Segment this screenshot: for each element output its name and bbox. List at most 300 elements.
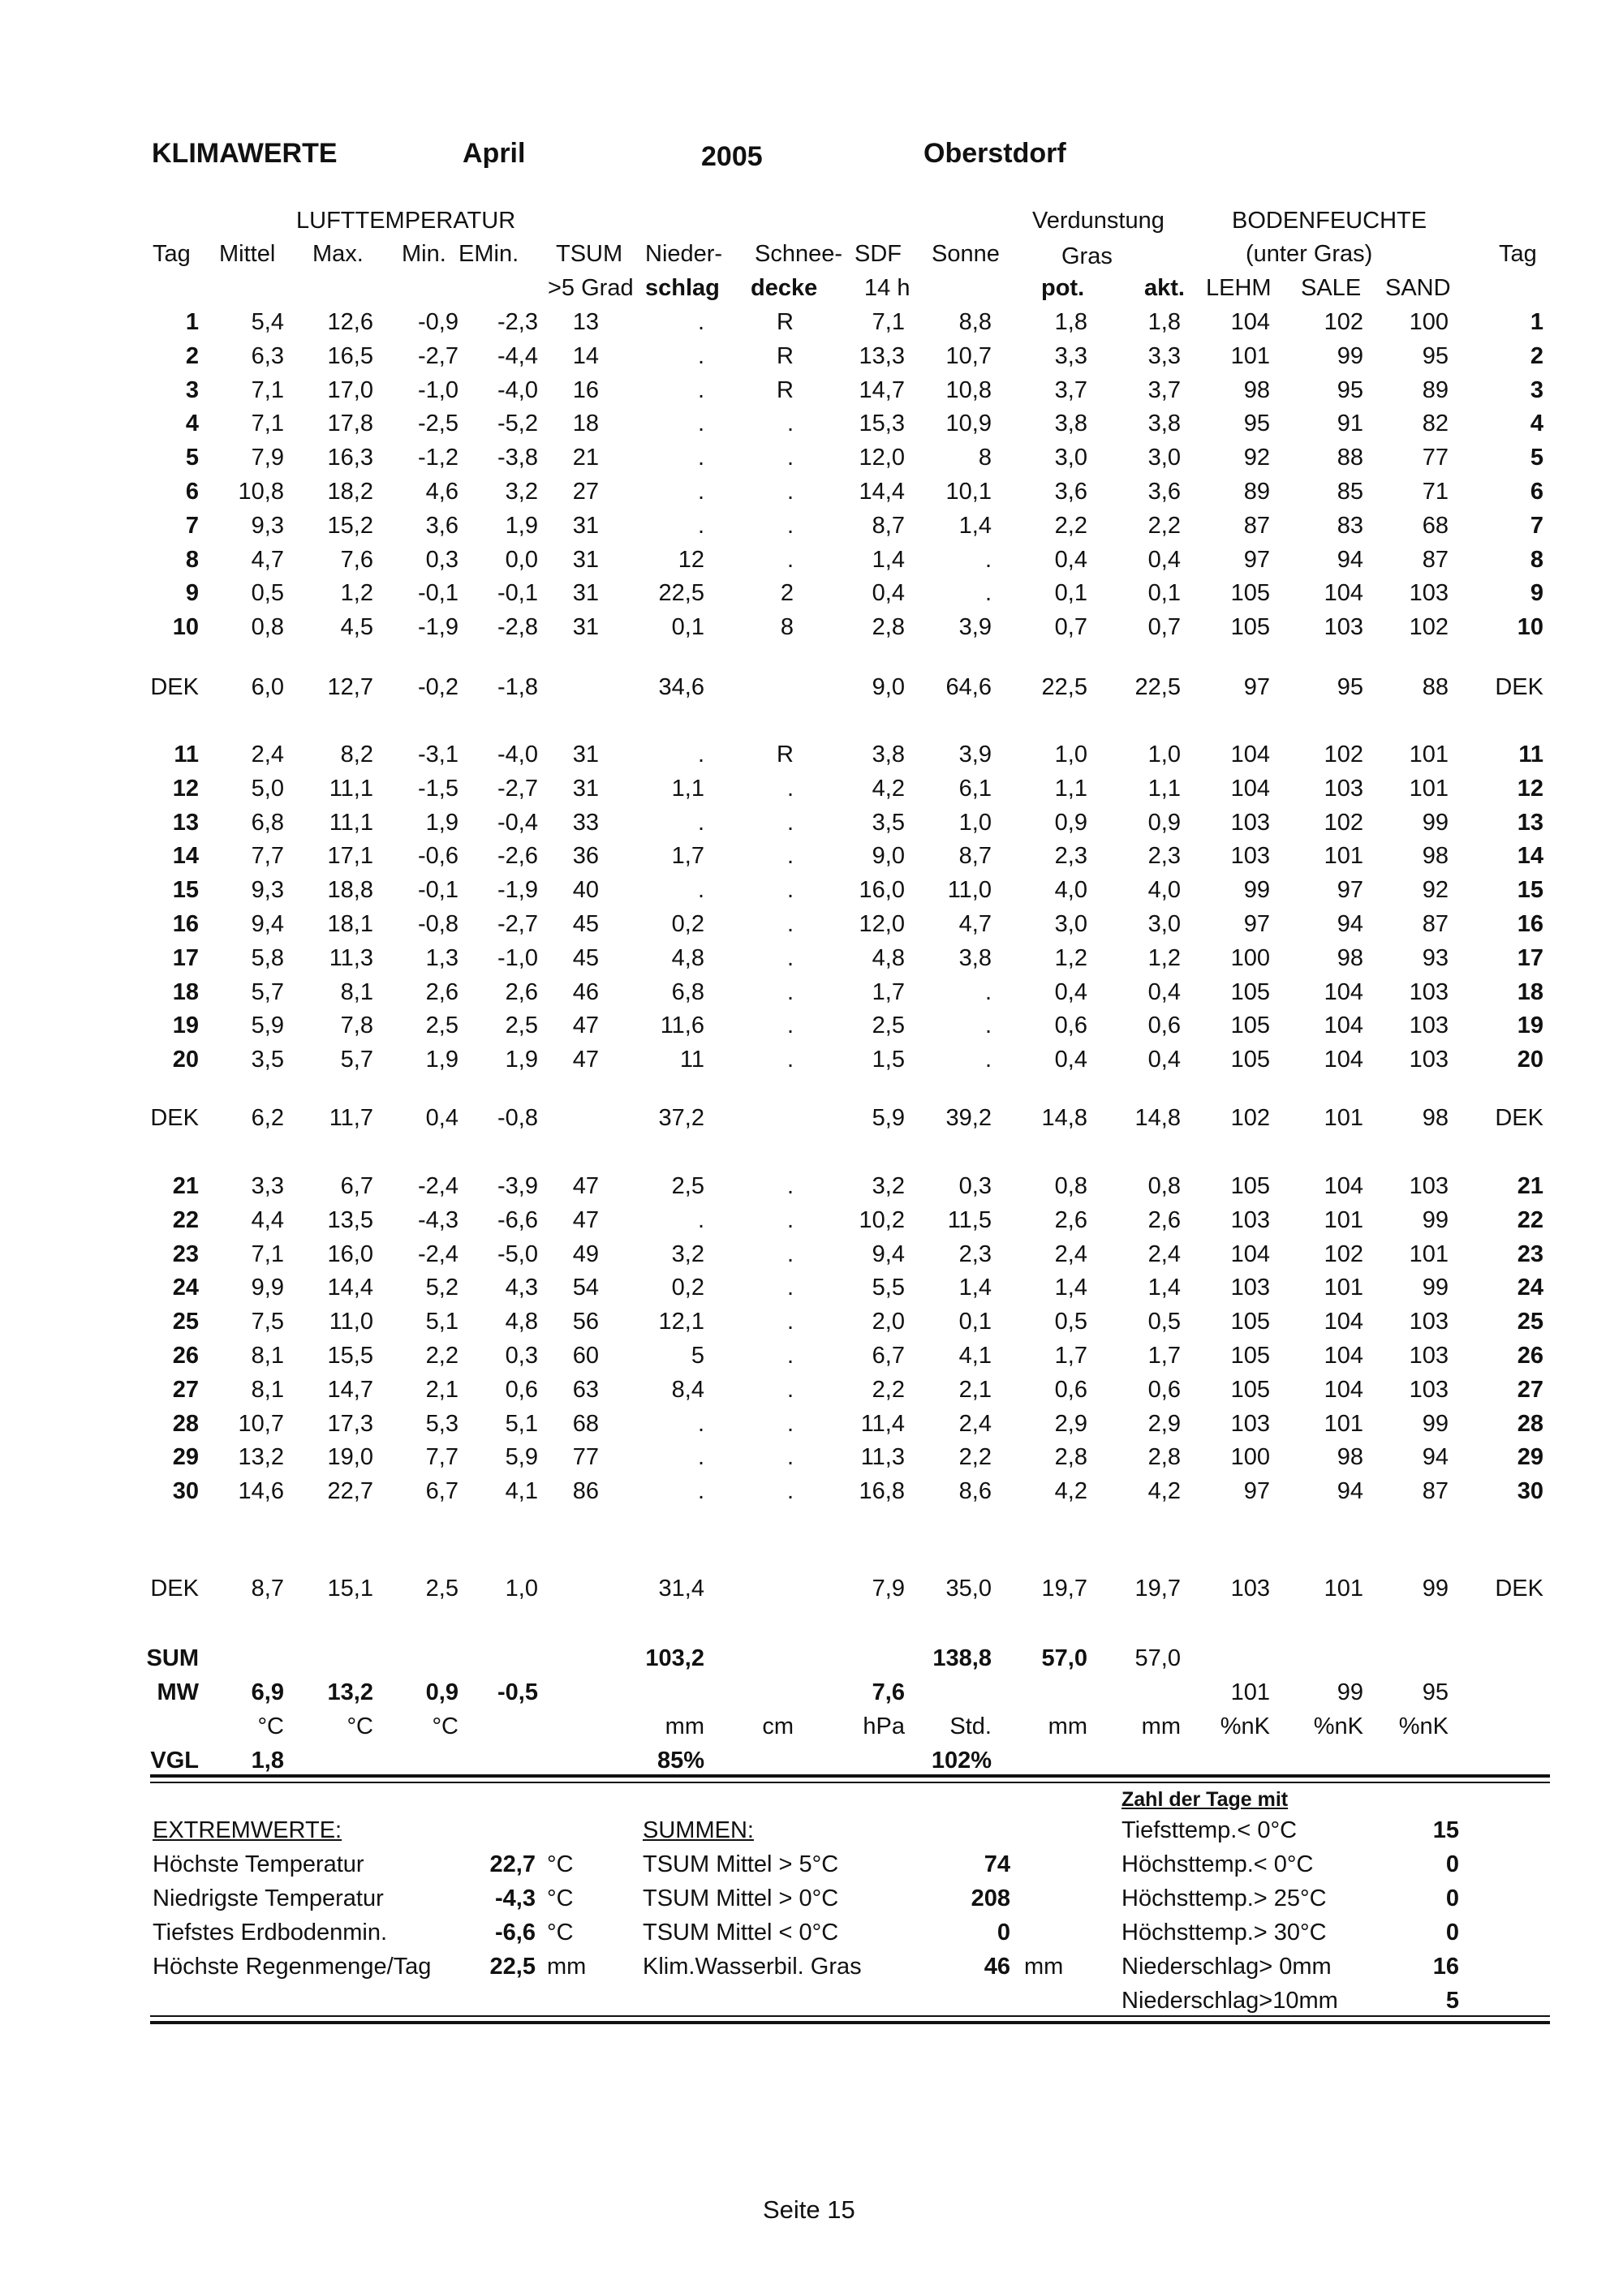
day-tag: 4 xyxy=(185,411,199,437)
day-max: 7,8 xyxy=(340,1013,373,1039)
day-lehm: 100 xyxy=(1230,1444,1270,1471)
day-niederschlag: . xyxy=(697,479,704,505)
day-schneedecke: R xyxy=(777,376,794,403)
summary-mw-lehm: 101 xyxy=(1230,1679,1270,1705)
day-sonne: 3,9 xyxy=(958,614,992,641)
dek-sdf: 5,9 xyxy=(872,1105,905,1131)
day-sonne: . xyxy=(984,580,992,607)
day-tag-right: 29 xyxy=(1517,1444,1543,1471)
day-niederschlag: . xyxy=(697,376,704,403)
day-max: 11,1 xyxy=(329,775,373,802)
day-verd-akt: 0,7 xyxy=(1147,614,1181,641)
report-label: KLIMAWERTE xyxy=(152,138,338,169)
day-niederschlag: 12 xyxy=(678,546,704,573)
day-sdf: 12,0 xyxy=(859,911,905,937)
day-tag: 9 xyxy=(185,580,199,607)
day-sdf: 2,8 xyxy=(872,614,905,641)
day-sonne: 10,7 xyxy=(945,342,992,369)
dek-sdf: 7,9 xyxy=(872,1576,905,1602)
day-min: -0,9 xyxy=(418,309,458,335)
day-sdf: 10,2 xyxy=(859,1206,905,1233)
summary-vgl-niederschlag: 85% xyxy=(657,1748,704,1774)
day-mittel: 3,5 xyxy=(251,1047,284,1073)
day-sdf: 8,7 xyxy=(872,512,905,539)
day-mittel: 7,1 xyxy=(251,411,284,437)
day-niederschlag: 2,5 xyxy=(671,1173,704,1199)
dek-tag: DEK xyxy=(150,674,199,700)
day-tag-right: 28 xyxy=(1517,1410,1543,1437)
day-lehm: 103 xyxy=(1230,1275,1270,1301)
day-schneedecke: . xyxy=(786,1478,794,1505)
summary-mw-tag: MW xyxy=(157,1679,199,1705)
day-lehm: 92 xyxy=(1243,445,1270,471)
day-max: 17,1 xyxy=(327,843,373,870)
day-sand: 87 xyxy=(1422,546,1449,573)
dek-min: -0,2 xyxy=(418,674,458,700)
day-schneedecke: . xyxy=(786,978,794,1005)
summary-sum-verd-akt: 57,0 xyxy=(1134,1645,1181,1671)
day-mittel: 0,8 xyxy=(251,614,284,641)
days-value: 5 xyxy=(1445,1988,1459,2014)
day-emin: 2,6 xyxy=(505,978,538,1005)
day-verd-pot: 2,2 xyxy=(1054,512,1087,539)
extreme-value: -6,6 xyxy=(495,1920,536,1946)
day-sdf: 1,5 xyxy=(872,1047,905,1073)
day-mittel: 9,3 xyxy=(251,512,284,539)
day-sdf: 9,0 xyxy=(872,843,905,870)
dek-sand: 98 xyxy=(1422,1105,1449,1131)
dek-max: 15,1 xyxy=(327,1576,373,1602)
day-sand: 101 xyxy=(1409,742,1449,767)
summary-sum-niederschlag: 103,2 xyxy=(645,1645,704,1671)
day-tsum: 47 xyxy=(572,1173,599,1199)
day-sale: 104 xyxy=(1324,1376,1363,1403)
day-sale: 83 xyxy=(1337,512,1363,539)
day-sdf: 16,0 xyxy=(859,877,905,904)
day-tag: 27 xyxy=(172,1376,199,1403)
dek-sonne: 39,2 xyxy=(945,1105,992,1131)
day-schneedecke: . xyxy=(786,512,794,539)
day-sale: 103 xyxy=(1324,614,1363,641)
header-lufttemperatur: LUFTTEMPERATUR xyxy=(296,208,516,234)
day-verd-pot: 0,1 xyxy=(1054,580,1087,607)
sum-label: TSUM Mittel > 5°C xyxy=(643,1851,839,1877)
header-sand: SAND xyxy=(1385,275,1451,301)
day-tag: 23 xyxy=(172,1240,199,1267)
day-tag: 26 xyxy=(172,1343,199,1369)
day-mittel: 5,4 xyxy=(251,309,284,335)
day-mittel: 4,4 xyxy=(251,1206,284,1233)
day-sonne: 6,1 xyxy=(958,775,992,802)
day-sonne: 2,2 xyxy=(958,1444,992,1471)
day-tag-right: 16 xyxy=(1517,911,1543,937)
day-max: 6,7 xyxy=(340,1173,373,1199)
day-schneedecke: . xyxy=(786,1206,794,1233)
day-verd-pot: 2,9 xyxy=(1054,1410,1087,1437)
header-bodenfeuchte: BODENFEUCHTE xyxy=(1232,208,1427,234)
day-mittel: 7,9 xyxy=(251,445,284,471)
summary-mw-max: 13,2 xyxy=(327,1679,373,1705)
day-min: -0,6 xyxy=(418,843,458,870)
day-tag: 20 xyxy=(172,1047,199,1073)
day-sale: 85 xyxy=(1337,479,1363,505)
day-sdf: 3,8 xyxy=(872,742,905,767)
extreme-label: Tiefstes Erdbodenmin. xyxy=(153,1920,388,1946)
day-verd-akt: 1,0 xyxy=(1147,742,1181,767)
day-verd-akt: 0,6 xyxy=(1147,1376,1181,1403)
day-min: -0,1 xyxy=(418,877,458,904)
day-min: -3,1 xyxy=(418,742,458,767)
day-emin: -0,4 xyxy=(497,809,538,836)
day-max: 18,1 xyxy=(327,911,373,937)
day-verd-akt: 1,8 xyxy=(1147,309,1181,335)
day-schneedecke: . xyxy=(786,911,794,937)
day-sdf: 0,4 xyxy=(872,580,905,607)
day-sand: 103 xyxy=(1409,580,1449,607)
day-min: 5,2 xyxy=(425,1275,458,1301)
header-lehm: LEHM xyxy=(1206,275,1272,301)
day-sale: 102 xyxy=(1324,1240,1363,1267)
day-tag-right: 18 xyxy=(1517,978,1543,1005)
day-tsum: 63 xyxy=(572,1376,599,1403)
day-min: -1,2 xyxy=(418,445,458,471)
day-emin: 0,6 xyxy=(505,1376,538,1403)
day-emin: 3,2 xyxy=(505,479,538,505)
days-label: Höchsttemp.< 0°C xyxy=(1121,1851,1314,1877)
day-sonne: . xyxy=(984,978,992,1005)
day-sale: 103 xyxy=(1324,775,1363,802)
day-mittel: 9,3 xyxy=(251,877,284,904)
day-verd-pot: 2,3 xyxy=(1054,843,1087,870)
day-sonne: 0,1 xyxy=(958,1309,992,1335)
day-tsum: 47 xyxy=(572,1047,599,1073)
day-schneedecke: . xyxy=(786,1444,794,1471)
day-mittel: 7,1 xyxy=(251,1240,284,1267)
day-sale: 101 xyxy=(1324,843,1363,870)
day-max: 17,8 xyxy=(327,411,373,437)
day-mittel: 5,0 xyxy=(251,775,284,802)
day-schneedecke: . xyxy=(786,1376,794,1403)
day-tsum: 60 xyxy=(572,1343,599,1369)
day-sale: 97 xyxy=(1337,877,1363,904)
day-sonne: 1,4 xyxy=(958,512,992,539)
summary-units-sale: %nK xyxy=(1313,1713,1363,1739)
day-max: 15,5 xyxy=(327,1343,373,1369)
day-sonne: . xyxy=(984,1013,992,1039)
day-verd-akt: 3,0 xyxy=(1147,911,1181,937)
day-sdf: 11,4 xyxy=(860,1410,905,1437)
day-niederschlag: 1,1 xyxy=(671,775,704,802)
day-niederschlag: . xyxy=(697,342,704,369)
day-niederschlag: 0,2 xyxy=(671,911,704,937)
summary-units-mittel: °C xyxy=(257,1713,284,1739)
day-min: -2,4 xyxy=(418,1173,458,1199)
day-verd-akt: 1,2 xyxy=(1147,944,1181,971)
day-mittel: 5,8 xyxy=(251,944,284,971)
day-sand: 98 xyxy=(1422,843,1449,870)
day-max: 7,6 xyxy=(340,546,373,573)
day-mittel: 3,3 xyxy=(251,1173,284,1199)
days-value: 0 xyxy=(1445,1885,1459,1911)
day-sonne: 8,7 xyxy=(958,843,992,870)
days-label: Niederschlag>10mm xyxy=(1121,1988,1338,2014)
day-lehm: 105 xyxy=(1230,1376,1270,1403)
day-min: -1,0 xyxy=(418,376,458,403)
day-sonne: . xyxy=(984,546,992,573)
day-emin: 0,0 xyxy=(505,546,538,573)
day-sale: 104 xyxy=(1324,1047,1363,1073)
day-tag: 1 xyxy=(185,309,199,335)
day-min: 0,3 xyxy=(425,546,458,573)
day-emin: -2,6 xyxy=(497,843,538,870)
day-min: -2,7 xyxy=(418,342,458,369)
day-sdf: 4,8 xyxy=(872,944,905,971)
day-verd-pot: 2,8 xyxy=(1054,1444,1087,1471)
day-niederschlag: 0,2 xyxy=(671,1275,704,1301)
day-sand: 102 xyxy=(1409,614,1449,641)
day-min: -1,9 xyxy=(418,614,458,641)
extreme-unit: °C xyxy=(547,1851,574,1877)
summary-vgl-mittel: 1,8 xyxy=(251,1748,284,1774)
day-sonne: 8 xyxy=(978,445,992,471)
day-emin: -2,7 xyxy=(497,911,538,937)
day-max: 17,3 xyxy=(327,1410,373,1437)
day-sonne: 4,1 xyxy=(958,1343,992,1369)
day-max: 16,3 xyxy=(327,445,373,471)
dek-verd-pot: 19,7 xyxy=(1041,1576,1087,1602)
day-schneedecke: . xyxy=(786,1410,794,1437)
day-schneedecke: R xyxy=(777,742,794,767)
day-sale: 94 xyxy=(1337,911,1363,937)
day-schneedecke: . xyxy=(786,445,794,471)
day-sdf: 7,1 xyxy=(872,309,905,335)
day-tag: 6 xyxy=(185,479,199,505)
day-sonne: 11,0 xyxy=(947,877,992,904)
day-tag-right: 5 xyxy=(1530,445,1543,471)
header-schnee-sub: decke xyxy=(751,275,818,301)
day-mittel: 7,1 xyxy=(251,376,284,403)
day-tag: 22 xyxy=(172,1206,199,1233)
day-sale: 104 xyxy=(1324,1013,1363,1039)
day-tsum: 46 xyxy=(572,978,599,1005)
day-sand: 103 xyxy=(1409,1376,1449,1403)
day-lehm: 105 xyxy=(1230,978,1270,1005)
day-tag-right: 13 xyxy=(1517,809,1543,836)
day-tag: 28 xyxy=(172,1410,199,1437)
header-sonne: Sonne xyxy=(932,241,1000,267)
day-max: 5,7 xyxy=(340,1047,373,1073)
day-mittel: 9,4 xyxy=(251,911,284,937)
dek-lehm: 103 xyxy=(1230,1576,1270,1602)
dek-emin: 1,0 xyxy=(505,1576,538,1602)
day-tag: 2 xyxy=(185,342,199,369)
extreme-unit: mm xyxy=(547,1954,587,1980)
day-schneedecke: 8 xyxy=(780,614,794,641)
day-sale: 104 xyxy=(1324,1343,1363,1369)
day-tag: 17 xyxy=(172,944,199,971)
dek-emin: -0,8 xyxy=(497,1105,538,1131)
day-verd-pot: 0,7 xyxy=(1054,614,1087,641)
day-tsum: 40 xyxy=(572,877,599,904)
day-min: -0,1 xyxy=(418,580,458,607)
header-tag-right: Tag xyxy=(1499,241,1537,267)
day-min: -2,5 xyxy=(418,411,458,437)
day-mittel: 10,7 xyxy=(238,1410,284,1437)
day-verd-akt: 0,6 xyxy=(1147,1013,1181,1039)
dek-verd-akt: 14,8 xyxy=(1134,1105,1181,1131)
day-tag-right: 4 xyxy=(1530,411,1543,437)
day-niederschlag: . xyxy=(697,742,704,767)
summary-mw-min: 0,9 xyxy=(425,1679,458,1705)
day-sand: 99 xyxy=(1422,1275,1449,1301)
day-mittel: 6,8 xyxy=(251,809,284,836)
day-tag-right: 17 xyxy=(1517,944,1543,971)
header-tsum-sub: >5 Grad xyxy=(548,275,634,301)
day-sale: 101 xyxy=(1324,1275,1363,1301)
day-max: 14,7 xyxy=(327,1376,373,1403)
report-year: 2005 xyxy=(701,141,763,172)
days-value: 0 xyxy=(1445,1920,1459,1946)
day-sand: 68 xyxy=(1422,512,1449,539)
report-month: April xyxy=(463,138,526,169)
day-sonne: . xyxy=(984,1047,992,1073)
dek-max: 11,7 xyxy=(329,1105,373,1131)
day-min: -4,3 xyxy=(418,1206,458,1233)
day-max: 15,2 xyxy=(327,512,373,539)
day-lehm: 105 xyxy=(1230,580,1270,607)
day-verd-akt: 2,6 xyxy=(1147,1206,1181,1233)
day-verd-pot: 2,4 xyxy=(1054,1240,1087,1267)
day-emin: 4,3 xyxy=(505,1275,538,1301)
day-sand: 77 xyxy=(1422,445,1449,471)
day-max: 11,3 xyxy=(329,944,373,971)
day-sdf: 3,2 xyxy=(872,1173,905,1199)
day-sonne: 3,8 xyxy=(958,944,992,971)
dek-sale: 95 xyxy=(1337,674,1363,700)
day-emin: -2,3 xyxy=(497,309,538,335)
day-verd-pot: 0,4 xyxy=(1054,1047,1087,1073)
extreme-label: Niedrigste Temperatur xyxy=(153,1885,384,1911)
day-sonne: 1,4 xyxy=(958,1275,992,1301)
day-sale: 88 xyxy=(1337,445,1363,471)
header-tag-left: Tag xyxy=(153,241,191,267)
extreme-value: -4,3 xyxy=(495,1885,536,1911)
day-sale: 104 xyxy=(1324,580,1363,607)
day-tsum: 31 xyxy=(572,512,599,539)
sum-label: Klim.Wasserbil. Gras xyxy=(643,1954,862,1980)
day-tag: 13 xyxy=(172,809,199,836)
day-verd-akt: 2,9 xyxy=(1147,1410,1181,1437)
day-tag: 14 xyxy=(172,843,199,870)
day-sand: 87 xyxy=(1422,911,1449,937)
day-emin: 4,8 xyxy=(505,1309,538,1335)
day-sonne: 2,4 xyxy=(958,1410,992,1437)
day-min: 1,9 xyxy=(425,809,458,836)
dek-sonne: 64,6 xyxy=(945,674,992,700)
day-verd-akt: 4,0 xyxy=(1147,877,1181,904)
day-mittel: 0,5 xyxy=(251,580,284,607)
day-tag: 25 xyxy=(172,1309,199,1335)
summary-vgl-tag: VGL xyxy=(150,1748,199,1774)
day-sdf: 1,7 xyxy=(872,978,905,1005)
dek-mittel: 6,2 xyxy=(251,1105,284,1131)
divider-bottom-thick xyxy=(150,2021,1550,2024)
day-verd-pot: 0,4 xyxy=(1054,546,1087,573)
header-tsum: TSUM xyxy=(556,241,623,267)
dek-tag-right: DEK xyxy=(1495,1105,1543,1131)
sum-value: 0 xyxy=(997,1920,1010,1946)
day-emin: -1,0 xyxy=(497,944,538,971)
day-min: 5,3 xyxy=(425,1410,458,1437)
header-nieder: Nieder- xyxy=(645,241,723,267)
day-verd-pot: 4,0 xyxy=(1054,877,1087,904)
day-max: 13,5 xyxy=(327,1206,373,1233)
dek-tag-right: DEK xyxy=(1495,1576,1543,1602)
day-emin: 5,1 xyxy=(505,1410,538,1437)
dek-verd-pot: 22,5 xyxy=(1041,674,1087,700)
day-sdf: 12,0 xyxy=(859,445,905,471)
dek-mittel: 6,0 xyxy=(251,674,284,700)
header-gras: Gras xyxy=(1061,243,1113,269)
day-schneedecke: . xyxy=(786,1047,794,1073)
day-tag-right: 27 xyxy=(1517,1376,1543,1403)
day-schneedecke: . xyxy=(786,546,794,573)
day-min: 1,9 xyxy=(425,1047,458,1073)
day-mittel: 7,5 xyxy=(251,1309,284,1335)
day-tsum: 18 xyxy=(572,411,599,437)
day-tsum: 31 xyxy=(572,742,599,767)
day-max: 17,0 xyxy=(327,376,373,403)
day-niederschlag: 11 xyxy=(679,1047,704,1073)
day-sale: 94 xyxy=(1337,1478,1363,1505)
day-sale: 95 xyxy=(1337,376,1363,403)
day-verd-akt: 4,2 xyxy=(1147,1478,1181,1505)
day-emin: 5,9 xyxy=(505,1444,538,1471)
header-sdf: SDF xyxy=(855,241,902,267)
summary-mw-sale: 99 xyxy=(1337,1679,1363,1705)
dek-sale: 101 xyxy=(1324,1576,1363,1602)
day-sand: 103 xyxy=(1409,1309,1449,1335)
day-tag-right: 21 xyxy=(1517,1173,1543,1199)
day-tag: 30 xyxy=(172,1478,199,1505)
day-verd-pot: 3,6 xyxy=(1054,479,1087,505)
day-mittel: 5,9 xyxy=(251,1013,284,1039)
dek-tag: DEK xyxy=(150,1576,199,1602)
day-sonne: 10,1 xyxy=(945,479,992,505)
day-max: 16,0 xyxy=(327,1240,373,1267)
day-mittel: 2,4 xyxy=(251,742,284,767)
day-lehm: 103 xyxy=(1230,843,1270,870)
day-tsum: 31 xyxy=(572,775,599,802)
day-tag: 3 xyxy=(185,376,199,403)
day-tag: 8 xyxy=(185,546,199,573)
day-max: 18,2 xyxy=(327,479,373,505)
day-tag-right: 22 xyxy=(1517,1206,1543,1233)
day-lehm: 97 xyxy=(1243,1478,1270,1505)
day-verd-akt: 0,4 xyxy=(1147,1047,1181,1073)
day-tsum: 54 xyxy=(572,1275,599,1301)
day-emin: -4,0 xyxy=(497,376,538,403)
header-mittel: Mittel xyxy=(219,241,276,267)
header-max: Max. xyxy=(312,241,364,267)
day-niederschlag: . xyxy=(697,445,704,471)
day-tag-right: 7 xyxy=(1530,512,1543,539)
day-emin: -4,0 xyxy=(497,742,538,767)
day-max: 8,2 xyxy=(340,742,373,767)
day-lehm: 97 xyxy=(1243,911,1270,937)
day-lehm: 105 xyxy=(1230,1047,1270,1073)
day-emin: -2,7 xyxy=(497,775,538,802)
